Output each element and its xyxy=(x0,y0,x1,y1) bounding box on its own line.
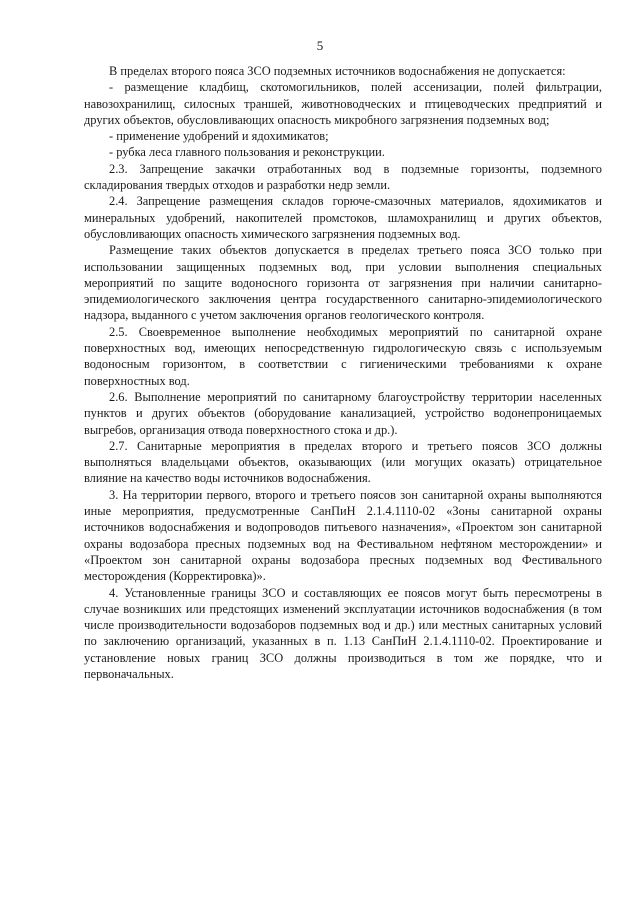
list-item: - применение удобрений и ядохимикатов; xyxy=(109,129,329,144)
paragraph: Размещение таких объектов допускается в пределах третьего пояса ЗСО только при использовании защищенных подземных вод, при условии выполнения специальных мероприятий по защите водоносного горизонта от загрязнения при наличии санитарно-эпидемиологического заключения центра государственного санитарно-эпидемиологического надзора, выданного с учетом заключения органов геологического контроля. xyxy=(84,243,602,323)
paragraph: 4. Установленные границы ЗСО и составляющих ее поясов могут быть пересмотрены в случае возникших или предстоящих изменений эксплуатации источников водоснабжения (в том числе производительности водозаборов подземных вод и др.) или местных санитарных условий по заключению организаций, указанных в п. 1.13 СанПиН 2.1.4.1110-02. Проектирование и установление новых границ ЗСО должны производиться в том же порядке, что и первоначальных. xyxy=(84,585,602,681)
list-item: - рубка леса главного пользования и реконструкции. xyxy=(109,145,385,160)
page-number: 5 xyxy=(316,38,324,53)
paragraph: 3. На территории первого, второго и третьего поясов зон санитарной охраны выполняются иные мероприятия, предусмотренные СанПиН 2.1.4.1110-02 «Зоны санитарной охраны источников водоснабжения и водопроводов питьевого назначения», «Проектом зон санитарной охраны водозабора пресных подземных вод на Фестивальном нефтяном месторождении» и «Проектом зон санитарной охраны водозабора пресных подземных вод Фестивального месторождения (Корректировка)». xyxy=(84,487,602,584)
list-item: - размещение кладбищ, скотомогильников, полей ассенизации, полей фильтрации, навозохранилищ, силосных траншей, животноводческих и птицеводческих предприятий и других объектов, обусловливающих опасность микробного загрязнения подземных вод; xyxy=(84,80,602,127)
paragraph: 2.4. Запрещение размещения складов горюче-смазочных материалов, ядохимикатов и минеральных удобрений, накопителей промстоков, шламохранилищ и других объектов, обусловливающих опасность химического загрязнения подземных вод. xyxy=(84,194,602,241)
paragraph: 2.6. Выполнение мероприятий по санитарному благоустройству территории населенных пунктов и других объектов (оборудование канализацией, устройство водонепроницаемых выгребов, организация отвода поверхностного стока и др.). xyxy=(84,389,602,437)
paragraph: В пределах второго пояса ЗСО подземных источников водоснабжения не допускается: xyxy=(109,64,566,78)
paragraph: 2.5. Своевременное выполнение необходимых мероприятий по санитарной охране поверхностных вод, имеющих непосредственную гидрологическую связь с используемым водоносным горизонтом, в соответствии с гигиеническими требованиями к охране поверхностных вод. xyxy=(84,324,602,388)
document-body xyxy=(84,63,602,682)
paragraph: 2.3. Запрещение закачки отработанных вод в подземные горизонты, подземного складирования твердых отходов и разработки недр земли. xyxy=(84,161,602,193)
paragraph: 2.7. Санитарные мероприятия в пределах второго и третьего поясов ЗСО должны выполняться владельцами объектов, оказывающих (или могущих оказать) отрицательное влияние на качество воды источников водоснабжения. xyxy=(84,438,602,486)
